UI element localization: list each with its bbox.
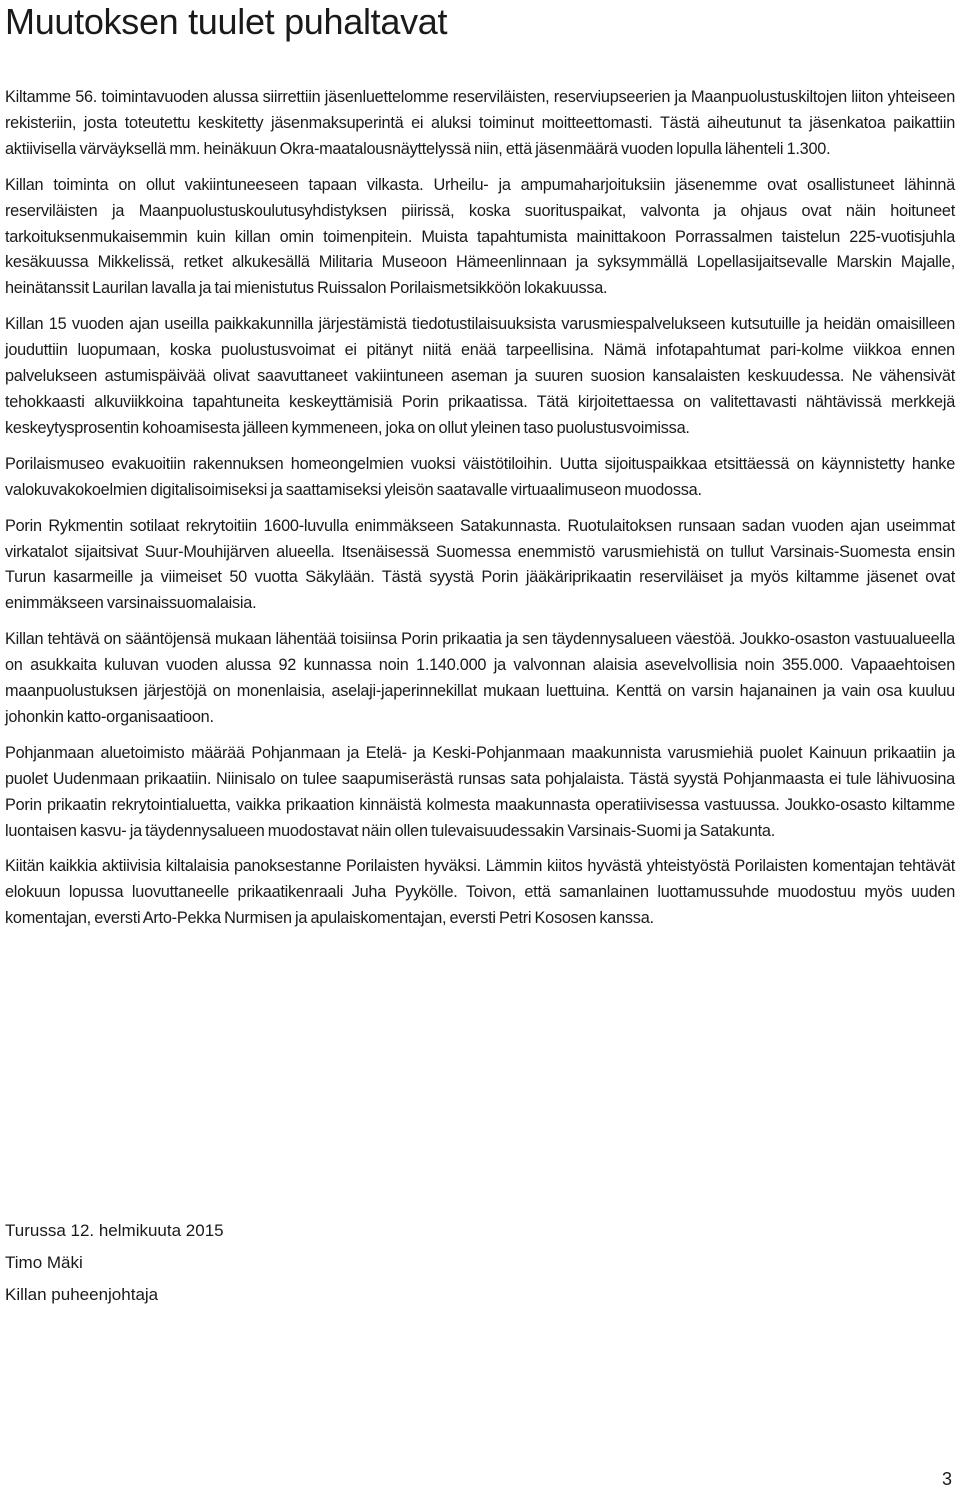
paragraph: Pohjanmaan aluetoimisto määrää Pohjanmaan ja Etelä- ja Keski-Pohjanmaan maakunnista varusmiehiä puolet Kainuun prikaatiin ja puolet Uudenmaan prikaatiin. Niinisalo on tulee saapumiserästä runsas sata pohjalaista. Tästä syystä Pohjanmaasta ei tule lähivuosina Porin prikaatin rekrytointialuetta, vaikka prikaation kinnäistä kolmesta maakunnasta operatiivisessa vastuussa. Joukko-osasto kiltamme luontaisen kasvu- ja täydennysalueen muodostavat näin ollen tulevaisuudessakin Varsinais-Suomi ja Satakunta. [5, 743, 955, 840]
page-title: Muutoksen tuulet puhaltavat [5, 1, 448, 42]
paragraph: Kiitän kaikkia aktiivisia kiltalaisia panoksestanne Porilaisten hyväksi. Lämmin kiitos hyvästä yhteistyöstä Porilaisten komentajan tehtävät elokuun lopussa luovuttaneelle prikaatikenraali Juha Pyykölle. Toivon, että samanlainen luottamussuhde muodostuu myös uuden komentajan, eversti Arto-Pekka Nurmisen ja apulaiskomentajan, eversti Petri Kososen kanssa. [5, 857, 955, 928]
paragraph: Kiltamme 56. toimintavuoden alussa siirrettiin jäsenluettelomme reserviläisten, reserviupseerien ja Maanpuolustuskiltojen liiton yhteiseen rekisteriin, josta toteutettu keskitetty jäsenmaksuperintä ei aluksi toiminut moitteettomasti. Tästä aiheutunut ta jäsenkatoa paikattiin aktiivisella värväyksellä mm. heinäkuun Okra-maatalousnäyttelyssä niin, että jäsenmäärä vuoden lopulla lähenteli 1.300. [5, 88, 955, 158]
paragraph: Porin Rykmentin sotilaat rekrytoitiin 1600-luvulla enimmäkseen Satakunnasta. Ruotulaitoksen runsaan sadan vuoden ajan useimmat virkatalot sijaitsivat Suur-Mouhijärven alueella. Itsenäisessä Suomessa enemmistö varusmiehistä on tullut Varsinais-Suomesta ensin Turun kasarmeille ja viimeiset 50 vuotta Säkylään. Tästä syystä Porin jääkäriprikaatin reserviläiset ja myös kiltamme jäsenet ovat enimmäkseen varsinaissuomalaisia. [5, 516, 955, 613]
paragraph: Killan toiminta on ollut vakiintuneeseen tapaan vilkasta. Urheilu- ja ampumaharjoituksiin jäsenemme ovat osallistuneet lähinnä reserviläisten ja Maanpuolustuskoulutusyhdistyksen piirissä, koska suorituspaikat, valvonta ja ohjaus ovat näin hoituneet tarkoituksenmukaisemmin kuin killan omin toimenpitein. Muista tapahtumista mainittakoon Porrassalmen taistelun 225-vuotisjuhla kesäkuussa Mikkelissä, retket alkukesällä Militaria Museoon Hämeenlinnaan ja syksymmällä Lopellasijaitsevalle Marskin Majalle, heinätanssit Laurilan lavalla ja tai mienistutus Ruissalon Porilaismetsikköön lokakuussa. [5, 175, 955, 298]
page-number: 3 [941, 1469, 952, 1489]
signature-block [5, 1215, 224, 1311]
paragraph: Killan tehtävä on sääntöjensä mukaan lähentää toisiinsa Porin prikaatia ja sen täydennysalueen väestöä. Joukko-osaston vastuualueella on asukkaita kuluvan vuoden alussa 92 kunnassa noin 1.140.000 ja valvonnan alaisia asevelvollisia noin 355.000. Vapaaehtoisen maanpuolustuksen järjestöjä on monenlaisia, aselaji-japerinnekillat mukaan luettuina. Kenttä on varsin hajanainen ja vain osa kuuluu johonkin katto-organisaatioon. [5, 630, 955, 726]
paragraph: Porilaismuseo evakuoitiin rakennuksen homeongelmien vuoksi väistötiloihin. Uutta sijoituspaikkaa etsittäessä on käynnistetty hanke valokuvakokoelmien digitalisoimiseksi ja saattamiseksi yleisön saatavalle virtuaalimuseon muodossa. [5, 454, 955, 499]
article-body [5, 85, 955, 942]
signature-role: Killan puheenjohtaja [5, 1285, 159, 1304]
paragraph: Killan 15 vuoden ajan useilla paikkakunnilla järjestämistä tiedotustilaisuuksista varusmiespalvelukseen kutsutuille ja heidän omaisilleen jouduttiin luopumaan, koska puolustusvoimat ei pitänyt niitä enää tarpeellisina. Nämä infotapahtumat pari-kolme viikkoa ennen palvelukseen astumispäivää olivat saavuttaneet vakiintuneen aseman ja suuren suosion kansalaisten keskuudessa. Ne vähensivät tehokkaasti alkuviikkoina tapahtuneita keskeyttämisiä Porin prikaatissa. Tätä kirjoitettaessa on valitettavasti nähtävissä merkkejä keskeytysprosentin kohoamisesta jälleen kymmeneen, joka on ollut yleinen taso puolustusvoimissa. [5, 315, 955, 437]
signature-place-date: Turussa 12. helmikuuta 2015 [5, 1221, 224, 1240]
signature-name: Timo Mäki [5, 1253, 83, 1272]
